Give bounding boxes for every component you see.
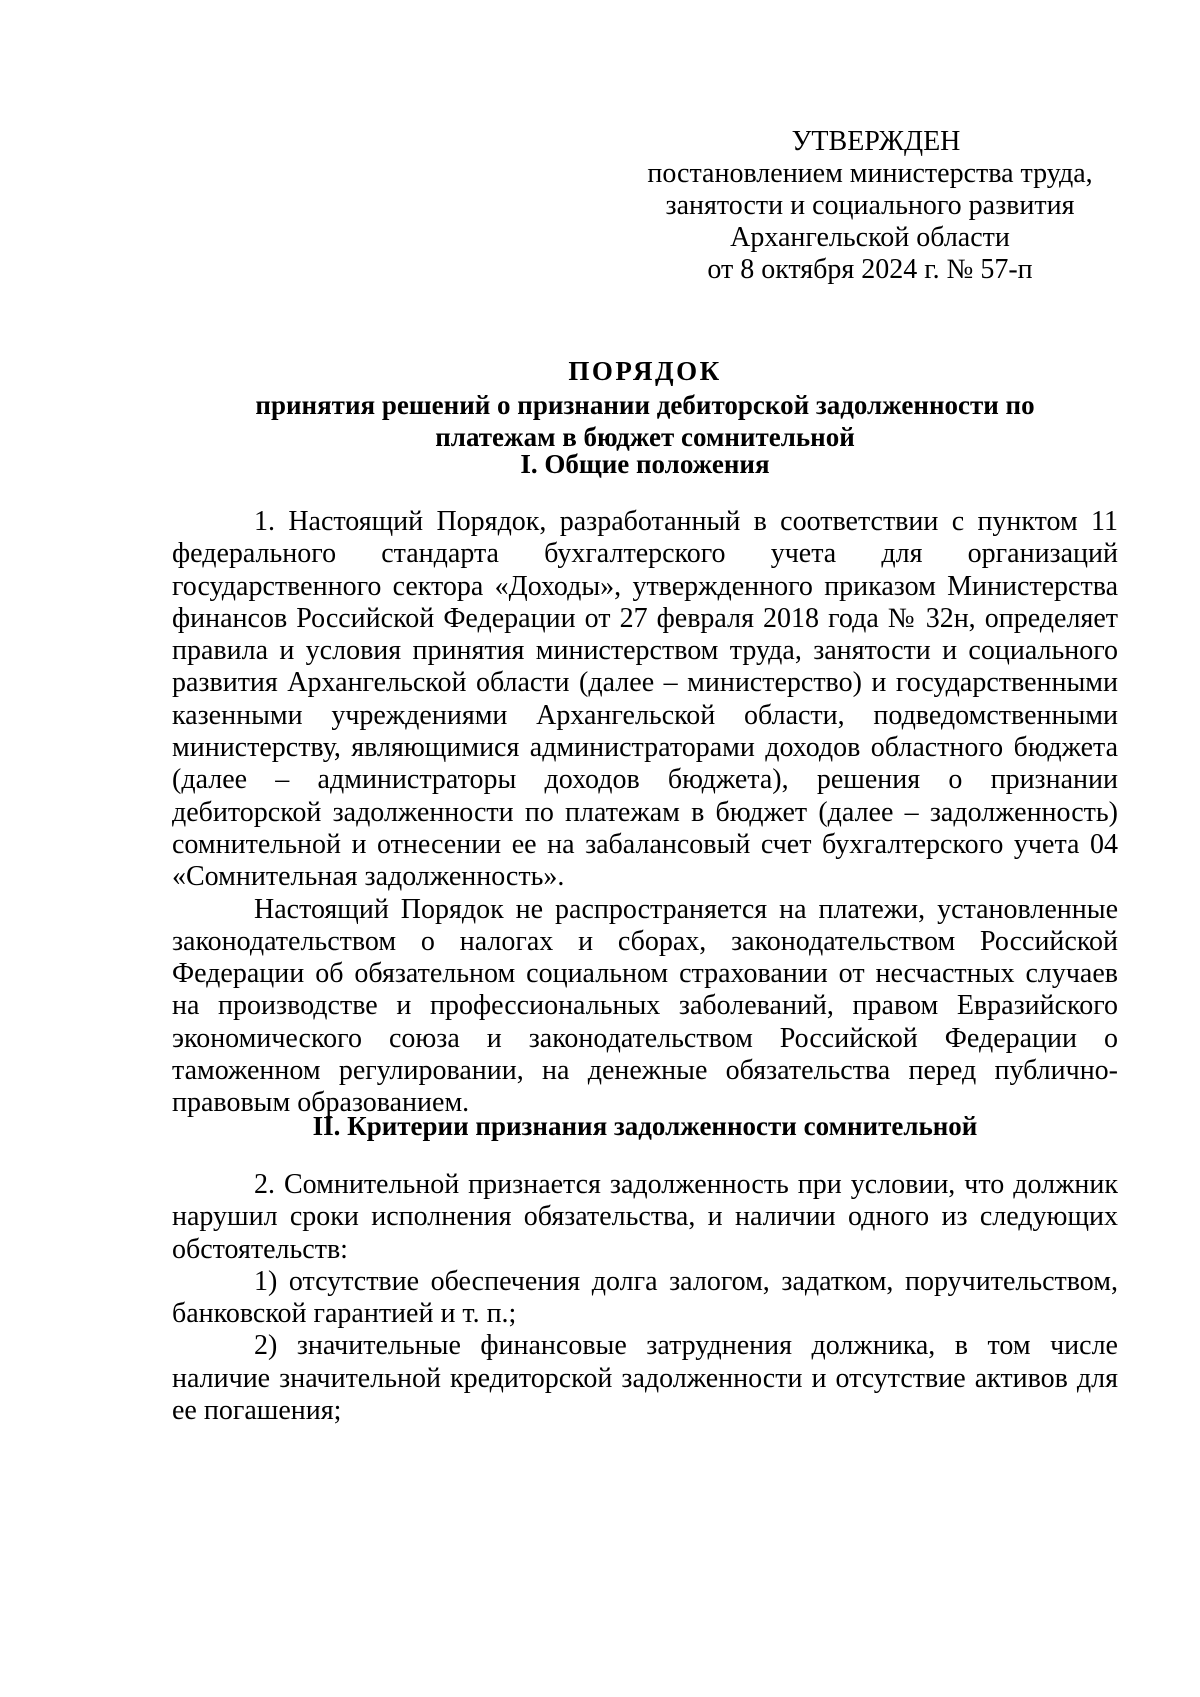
title-subtitle-line: платежам в бюджет сомнительной [435, 422, 855, 452]
approval-heading: УТВЕРЖДЕН [791, 126, 961, 157]
approval-line: постановлением министерства труда, [647, 158, 1093, 189]
list-item: 2) значительные финансовые затруднения должника, в том числе наличие значительной кредиторской задолженности и отсутствие активов для ее погашения; [172, 1330, 1118, 1427]
document-title [170, 355, 1120, 453]
section-criteria-body [172, 1169, 1118, 1427]
paragraph: Настоящий Порядок не распространяется на платежи, установленные законодательством о налогах и сборах, законодательством Российской Федерации об обязательном социальном страховании от несчастных случаев на производстве и профессиональных заболеваний, правом Евразийского экономического союза и законодательством Российской Федерации о таможенном регулировании, на денежные обязательства перед публично-правовым образованием. [172, 893, 1118, 1119]
approval-date-number: от 8 октября 2024 г. № 57-п [707, 254, 1033, 285]
paragraph: 2. Сомнительной признается задолженность при условии, что должник нарушил сроки исполнения обязательства, и наличии одного из следующих обстоятельств: [172, 1169, 1118, 1265]
title-subtitle-line: принятия решений о признании дебиторской задолженности по [255, 390, 1035, 420]
section-heading-criteria: II. Критерии признания задолженности сомнительной [312, 1111, 978, 1141]
title-main: ПОРЯДОК [568, 356, 722, 386]
approval-line: занятости и социального развития [665, 190, 1075, 221]
approval-line: Архангельской области [730, 222, 1010, 253]
section-heading-general: I. Общие положения [520, 449, 770, 479]
section-general-body [172, 506, 1118, 1120]
list-item: 1) отсутствие обеспечения долга залогом, задатком, поручительством, банковской гарантией и т. п.; [172, 1265, 1118, 1330]
paragraph: 1. Настоящий Порядок, разработанный в соответствии с пунктом 11 федерального стандарта бухгалтерского учета для организаций государственного сектора «Доходы», утвержденного приказом Министерства финансов Российской Федерации от 27 февраля 2018 года № 32н, определяет правила и условия принятия министерством труда, занятости и социального развития Архангельской области (далее – министерство) и государственными казенными учреждениями Архангельской области, подведомственными министерству, являющимися администраторами доходов областного бюджета (далее – администраторы доходов бюджета), решения о признании дебиторской задолженности по платежам в бюджет (далее – задолженность) сомнительной и отнесении ее на забалансовый счет бухгалтерского учета 04 «Сомнительная задолженность». [172, 506, 1118, 893]
approval-stamp-block [620, 126, 1120, 286]
